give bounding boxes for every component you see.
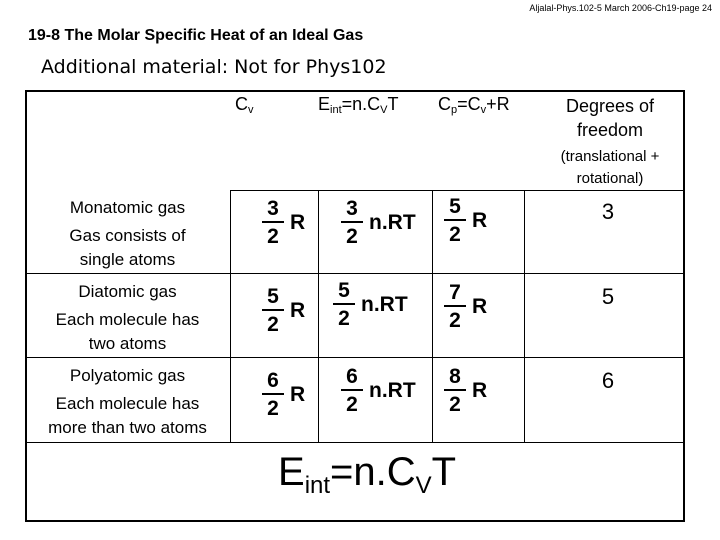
header-cv-sub: v — [248, 104, 254, 116]
eint-value-diatomic — [333, 280, 408, 329]
row-divider — [25, 357, 685, 358]
header-eint-b: =n.C — [341, 94, 381, 114]
fraction-denominator: 2 — [267, 397, 279, 420]
header-cp-b: =C — [457, 94, 481, 114]
eint-value-polyatomic — [341, 366, 416, 415]
row-label-polyatomic — [25, 364, 230, 439]
fraction-numerator: 6 — [346, 365, 358, 388]
cp-tail: R — [472, 208, 488, 232]
fraction-numerator: 7 — [449, 281, 461, 304]
fraction — [262, 198, 284, 247]
fraction-denominator: 2 — [449, 393, 461, 416]
row-name: Monatomic gas — [69, 198, 186, 217]
fraction-denominator: 2 — [338, 307, 350, 330]
cp-tail: R — [472, 378, 488, 402]
fraction-denominator: 2 — [449, 309, 461, 332]
header-cp — [438, 94, 510, 116]
column-divider — [524, 190, 525, 442]
cv-value-polyatomic — [262, 370, 305, 419]
fraction-denominator: 2 — [449, 223, 461, 246]
eint-value-monatomic — [341, 198, 416, 247]
row-divider — [25, 273, 685, 274]
eint-tail: n.RT — [369, 378, 416, 402]
fraction-numerator: 5 — [449, 195, 461, 218]
header-cv — [235, 94, 254, 116]
dof-value-monatomic: 3 — [601, 199, 615, 224]
row-desc-line1: Each molecule has — [55, 393, 200, 413]
fraction-numerator: 3 — [346, 197, 358, 220]
fraction-numerator: 8 — [449, 365, 461, 388]
row-desc-line1: Gas consists of — [69, 225, 186, 245]
eint-tail: n.RT — [361, 292, 408, 316]
formula-b: =n.C — [330, 450, 416, 494]
cv-value-diatomic — [262, 286, 305, 335]
header-eint-a-sub: int — [330, 104, 342, 116]
fraction — [262, 286, 284, 335]
column-divider — [318, 190, 319, 442]
header-dof-line1: Degrees of — [565, 96, 655, 116]
formula-a: E — [278, 450, 305, 494]
cv-value-monatomic — [262, 198, 305, 247]
cv-tail: R — [290, 298, 306, 322]
header-dof-note2: rotational) — [576, 169, 644, 187]
fraction-denominator: 2 — [267, 313, 279, 336]
header-eint — [318, 94, 399, 116]
header-eint-a: E — [318, 94, 331, 114]
fraction — [333, 280, 355, 329]
fraction-numerator: 3 — [267, 197, 279, 220]
header-eint-c: T — [387, 94, 399, 114]
fraction — [341, 366, 363, 415]
fraction-numerator: 5 — [267, 285, 279, 308]
row-label-diatomic — [25, 280, 230, 355]
header-cp-b-sub: v — [480, 104, 487, 116]
dof-value-diatomic: 5 — [601, 284, 615, 309]
row-name: Polyatomic gas — [69, 366, 186, 385]
row-divider — [25, 442, 685, 443]
formula-c: T — [431, 450, 457, 494]
header-cp-a: C — [438, 94, 451, 114]
column-divider — [230, 190, 231, 442]
cp-value-polyatomic — [444, 366, 487, 415]
eint-tail: n.RT — [369, 210, 416, 234]
formula-b-sub: V — [415, 472, 432, 499]
row-desc-line2: single atoms — [79, 249, 176, 269]
column-divider — [432, 190, 433, 442]
formula-a-sub: int — [304, 472, 331, 499]
header-dof-line2: freedom — [576, 120, 644, 141]
fraction-denominator: 2 — [346, 393, 358, 416]
header-eint-b-sub: V — [380, 104, 388, 116]
cv-tail: R — [290, 210, 306, 234]
cp-value-diatomic — [444, 282, 487, 331]
header-note: Aljalal-Phys.102-5 March 2006-Ch19-page 24 — [529, 3, 712, 13]
fraction-denominator: 2 — [267, 225, 279, 248]
cv-tail: R — [290, 382, 306, 406]
fraction-numerator: 6 — [267, 369, 279, 392]
fraction — [444, 366, 466, 415]
fraction — [444, 282, 466, 331]
fraction-denominator: 2 — [346, 225, 358, 248]
header-dof-note1: (translational + — [560, 148, 660, 165]
cp-value-monatomic — [444, 196, 487, 245]
cp-tail: R — [472, 294, 488, 318]
subtitle: Additional material: Not for Phys102 — [41, 56, 387, 78]
internal-energy-formula — [278, 450, 456, 500]
row-name: Diatomic gas — [78, 282, 177, 301]
row-label-monatomic — [25, 196, 230, 271]
row-desc-line2: two atoms — [88, 333, 167, 353]
dof-value-polyatomic: 6 — [601, 368, 615, 393]
fraction — [444, 196, 466, 245]
header-dof — [540, 94, 680, 143]
row-desc-line2: more than two atoms — [48, 417, 207, 437]
fraction — [341, 198, 363, 247]
header-cp-c: +R — [486, 94, 510, 114]
fraction-numerator: 5 — [338, 279, 350, 302]
header-cp-a-sub: p — [451, 104, 458, 116]
section-title: 19-8 The Molar Specific Heat of an Ideal Gas — [28, 27, 364, 44]
row-divider — [230, 190, 685, 191]
fraction — [262, 370, 284, 419]
row-desc-line1: Each molecule has — [55, 309, 200, 329]
header-cv-main: C — [235, 94, 248, 114]
header-dof-note — [540, 146, 680, 190]
